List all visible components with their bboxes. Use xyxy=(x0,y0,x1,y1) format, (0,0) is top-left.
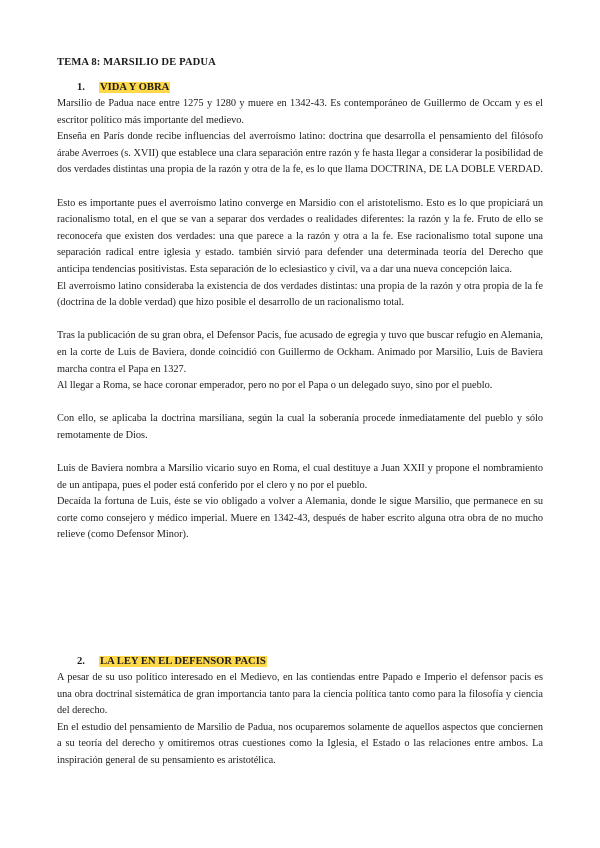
section-body-la-ley xyxy=(57,670,543,770)
section-body-vida-y-obra xyxy=(57,96,543,544)
paragraph: Esto es importante pues el averroísmo latino converge en Marsidio con el aristotelismo. Esto es lo que propiciará un racionalismo total, en el que se van a separar dos verdades o realidades diferentes: la razón y la fe. Fruto de ello se reconoceŕa que existen dos verdades: una que parece a la razón y otra a la fe. Ese racionalismo total supone una separación radical entre iglesia y estado. también sirvió para defender una determinada teoría del Derecho que anticipa tendencias positivistas. Esta separación de lo eclesiastico y civil, va a dar una nueva concepción laica. xyxy=(57,197,543,275)
section-heading-text: VIDA Y OBRA xyxy=(100,82,170,93)
section-heading-vida-y-obra xyxy=(57,82,170,93)
paragraph: Luis de Baviera nombra a Marsilio vicario suyo en Roma, el cual destituye a Juan XXII y propone el nombramiento de un antipapa, pues el poder está conferido por el clero y no por el pueblo. xyxy=(57,463,543,491)
paragraph: Al llegar a Roma, se hace coronar emperador, pero no por el Papa o un delegado suyo, sino por el pueblo. xyxy=(57,380,493,392)
paragraph: En el estudio del pensamiento de Marsilio de Padua, nos ocuparemos solamente de aquellos aspectos que conciernen a su teoría del derecho y omitiremos otras cuestiones como la Iglesia, el Estado o las relaciones entre ambos. La inspiración general de su pensamiento es aristotélica. xyxy=(57,721,543,766)
paragraph: El averroismo latino consideraba la existencia de dos verdades distintas: una propia de la razón y otra propia de la fe (doctrina de la doble verdad) que hizo posible el desarrollo de un racionalismo total. xyxy=(57,280,543,309)
section-number: 2. xyxy=(77,656,85,667)
paragraph: Marsilio de Padua nace entre 1275 y 1280 y muere en 1342-43. Es contemporáneo de Guillermo de Occam y es el escritor político más importante del medievo. xyxy=(57,98,543,126)
paragraph: Enseña en París donde recibe influencias del averroísmo latino: doctrina que desarrolla el pensamiento del filósofo árabe Averroes (s. XVII) que establece una clara separación entre razón y fe hasta llegar a considerar la posibilidad de dos verdades distintas una propia de la razón y otra de la fe, es lo que llama DOCTRINA, DE LA DOBLE VERDAD. xyxy=(57,131,543,176)
section-heading-la-ley xyxy=(57,656,267,667)
paragraph: A pesar de su uso político interesado en el Medievo, en las contiendas entre Papado e Imperio el defensor pacis es una obra doctrinal sistemática de gran importancia tanto para la ciencia política tanto como para la filosofía y ciencia del derecho. xyxy=(57,672,543,717)
section-heading-text: LA LEY EN EL DEFENSOR PACIS xyxy=(100,656,266,667)
paragraph: Con ello, se aplicaba la doctrina marsiliana, según la cual la soberanía procede inmediatamente del pueblo y sólo remotamente de Dios. xyxy=(57,413,543,441)
paragraph: Tras la publicación de su gran obra, el Defensor Pacis, fue acusado de egregia y tuvo que buscar refugio en Alemania, en la corte de Luis de Baviera, donde coincidió con Guillermo de Ockham. Animado por Marsilio, Luis de Baviera marcha contra el Papa en 1327. xyxy=(57,330,543,375)
page-title: TEMA 8: MARSILIO DE PADUA xyxy=(57,57,216,68)
paragraph: Decaída la fortuna de Luis, éste se vio obligado a volver a Alemania, donde le sigue Marsilio, que permanece en su corte como consejero y médico imperial. Muere en 1342-43, después de haber escrito alguna otra obra de no mucho relieve (como Defensor Minor). xyxy=(57,496,543,541)
section-number: 1. xyxy=(77,82,85,93)
